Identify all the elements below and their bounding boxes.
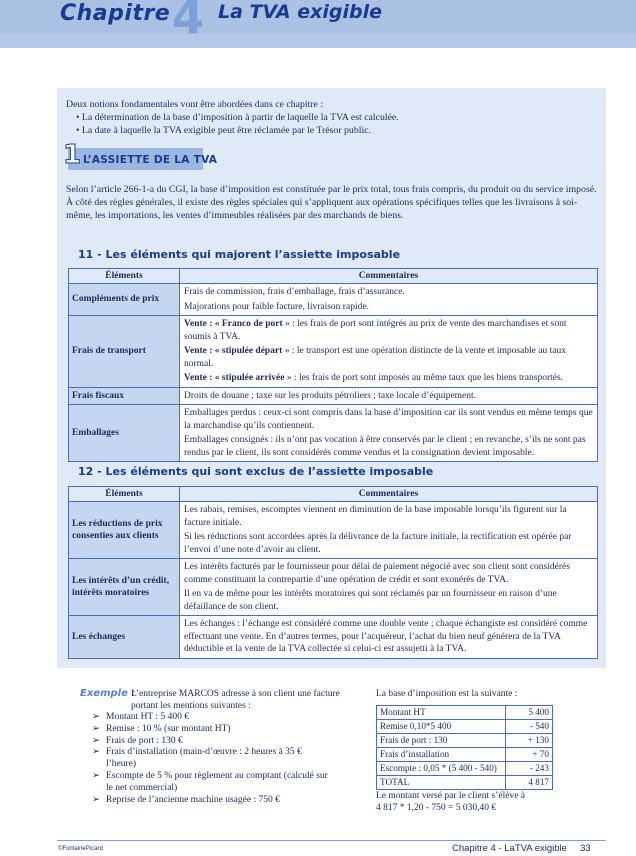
table-row [377,762,553,776]
table-elements-exclus [68,486,598,659]
example-list [92,712,332,806]
table-row [377,776,553,790]
comment-line: Emballages perdus : ceux-ci sont compris dans la base d’imposition car ils sont vendus en même temps que la marchandise qu’ils contiennent. [184,408,593,431]
calc-label: Montant HT [377,706,506,720]
comment-cell [180,405,598,462]
calc-label: Frais d’installation [377,748,506,762]
chapter-intro [66,98,596,137]
list-item: ➢ Montant HT : 5 400 € [92,712,332,724]
comment-line: Emballages consignés : ils n’ont pas vocation à être conservés par le client ; en revanche, s’ils ne sont pas rendus par le client, ils sont considérés comme vendus et la consignation devient imposable. [184,435,586,458]
comment-lead: Vente : « [184,319,222,329]
comment-line [184,372,593,385]
column-header-elements: Éléments [69,487,180,502]
calc-result [376,790,576,814]
table-row [69,284,598,316]
calc-value: + 130 [506,734,553,748]
comment-line: Frais de commission, frais d’emballage, frais d’assurance. [184,287,405,297]
comment-line: Majorations pour faible facture, livraison rapide. [184,301,369,312]
list-item: ➢ Remise : 10 % (sur montant HT) [92,724,332,736]
intro-bullets [66,111,596,137]
calc-table [376,705,553,790]
comment-strong: stipulée arrivée [221,373,285,383]
calc-label: TOTAL [377,776,506,790]
calc-value: + 70 [506,748,553,762]
calc-value: - 243 [506,762,553,776]
table-row [69,387,598,405]
table-row [69,616,598,659]
section-paragraph: Selon l’article 266-1-a du CGI, la base d’imposition est constituée par le prix total, tous frais compris, du produit ou du service imposé. [66,184,597,195]
comment-cell [180,387,598,405]
subsection-title-11: 11 - Les éléments qui majorent l’assiette imposable [78,248,401,261]
comment-line [184,345,593,370]
table-header-row [69,487,598,502]
comment-cell [180,284,598,316]
comment-strong: stipulée départ [221,346,283,356]
table-row [377,720,553,734]
result-line: Le montant versé par le client s’élève à [376,791,526,801]
section-paragraph: À côté des règles générales, il existe des règles spéciales qui s’appliquent aux opérations spécifiques telles que les livraisons à soi-même, les importations, les ventes d’immeubles réalisées par des marchands de biens. [66,197,578,221]
table-row [377,734,553,748]
table-row [69,316,598,388]
element-cell: Emballages [69,405,180,462]
chapter-word: Chapitre [60,1,171,26]
table-row [69,405,598,462]
calc-label: Remise 0,10*5 400 [377,720,506,734]
section-intro [66,183,601,222]
element-cell: Frais fiscaux [69,387,180,405]
element-cell: Compléments de prix [69,284,180,316]
list-item: ➢ Reprise de l’ancienne machine usagée : 750 € [92,795,332,807]
calc-value: 5 400 [506,706,553,720]
chapter-title: La TVA exigible [218,1,383,23]
calc-value: - 540 [506,720,553,734]
intro-lead: Deux notions fondamentales vont être abordées dans ce chapitre : [66,99,324,110]
comment-line: Il en va de même pour les intérêts moratoires qui sont réclamés par un fournisseur en raison d’une défaillance de son client. [184,589,557,612]
section-number: 1 [63,140,82,170]
comment-lead: Vente : « [184,373,222,383]
comment-line: Les intérêts facturés par le fournisseur pour délai de paiement négocié avec son client sont considérés comme constituant la contrepartie d’une opération de crédit et sont exonérés de TVA. [184,562,570,585]
table-row [69,559,598,616]
comment-strong: Franco de port [221,319,283,329]
list-item: ➢ Frais de port : 130 € [92,736,332,748]
element-cell: Frais de transport [69,316,180,388]
comment-line: Les échanges : l’échange est considéré comme une double vente ; chaque échangiste est considéré comme effectuant une vente. En d’autres termes, pour l’acquéreur, l’achat du bien neuf générera de la TVA déductible et la vente de la TVA collectée si celui-ci est assujetti à la TVA. [184,619,588,654]
comment-line: Si les réductions sont accordées après la délivrance de la facture initiale, la rectification est opérée par l’envoi d’une note d’avoir au client. [184,532,572,555]
calc-intro: La base d’imposition est la suivante : [376,689,518,699]
chapter-number: 4 [172,0,205,44]
list-item: ➢ Frais d’installation (main-d’œuvre : 2 heures à 35 € l’heure) [92,747,332,771]
table-row [377,748,553,762]
table-elements-majorants [68,268,598,462]
comment-cell [180,559,598,616]
element-cell: Les échanges [69,616,180,659]
subsection-title-12: 12 - Les éléments qui sont exclus de l’assiette imposable [78,465,434,478]
comment-line: Droits de douane ; taxe sur les produits pétroliers ; taxe locale d’équipement. [184,390,477,401]
comment-rest: » : les frais de port sont imposés au même taux que les biens transportés. [284,373,564,383]
footer-divider [57,840,606,841]
column-header-commentaires: Commentaires [180,487,598,502]
footer-page-info: Chapitre 4 - LaTVA exigible 33 [452,843,591,854]
list-item: ➢ Escompte de 5 % pour règlement au comptant (calculé sur le net commercial) [92,771,332,795]
section-title: L’ASSIETTE DE LA TVA [83,154,218,166]
element-cell: Les intérêts d’un crédit, intérêts moratoires [69,559,180,616]
table-row [69,502,598,559]
example-label: Exemple : [80,688,136,699]
chapter-header [0,0,636,48]
comment-line [184,318,593,343]
comment-cell [180,316,598,388]
element-cell: Les réductions de prix consenties aux clients [69,502,180,559]
comment-cell [180,616,598,659]
comment-rest: » : le transport est une opération distincte de la vente et imposable au taux normal. [184,346,566,369]
calc-label: Frais de port : 130 [377,734,506,748]
intro-bullet: • La détermination de la base d’imposition à partir de laquelle la TVA est calculée. [76,111,596,124]
calc-value: 4 817 [506,776,553,790]
column-header-elements: Éléments [69,269,180,284]
comment-cell [180,502,598,559]
example-intro: L’entreprise MARCOS adresse à son client une facture portant les mentions suivantes : [131,689,340,711]
result-line: 4 817 * 1,20 - 750 = 5 030,40 € [376,803,497,813]
footer-copyright: ©FontainePicard [58,846,103,852]
calc-label: Escompte : 0,05 * (5 400 - 540) [377,762,506,776]
comment-lead: Vente : « [184,346,222,356]
table-row [377,706,553,720]
intro-bullet: • La date à laquelle la TVA exigible peut être réclamée par le Trésor public. [76,124,596,137]
comment-line: Les rabais, remises, escomptes viennent en diminution de la base imposable lorsqu’ils figurent sur la facture initiale. [184,505,567,528]
comment-rest: » : les frais de port sont intégrés au prix de vente des marchandises et sont soumis à TVA. [184,319,567,342]
table-header-row [69,269,598,284]
column-header-commentaires: Commentaires [180,269,598,284]
